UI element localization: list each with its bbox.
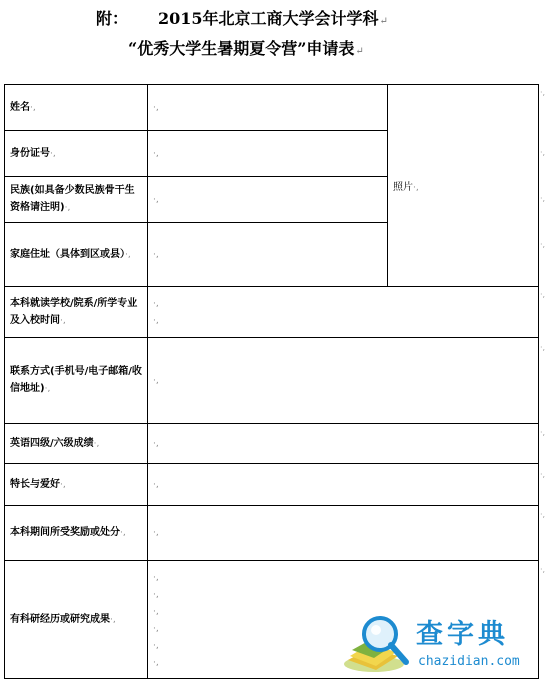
label-undergrad-school: 本科就读学校/院系/所学专业及入校时间·, [5, 287, 148, 338]
awards-field[interactable]: ·, [148, 506, 539, 561]
label-id-number: 身份证号·, [5, 131, 148, 177]
label-awards: 本科期间所受奖励或处分·, [5, 506, 148, 561]
title-line-2 [128, 36, 448, 58]
label-english-score: 英语四级/六级成绩·, [5, 424, 148, 464]
application-form-table [4, 84, 539, 679]
table-row [5, 506, 539, 561]
label-contact: 联系方式(手机号/电子邮箱/收信地址)·, [5, 338, 148, 424]
table-row [5, 338, 539, 424]
table-row [5, 287, 539, 338]
row-end-marks: ·, ·, ·, ·, ·, ·, ·, ·, ·, ·, [540, 88, 546, 574]
title-line-1 [0, 6, 547, 28]
english-score-field[interactable]: ·, [148, 424, 539, 464]
title-main [158, 6, 388, 29]
site-watermark [340, 610, 540, 678]
photo-cell[interactable]: 照片·, [388, 85, 539, 287]
watermark-chinese: 查字典 [416, 619, 509, 650]
photo-label: 照片 [393, 182, 413, 193]
label-home-address: 家庭住址（具体到区或县）·, [5, 223, 148, 287]
table-row [5, 464, 539, 506]
id-number-field[interactable]: ·, [148, 131, 388, 177]
table-row [5, 424, 539, 464]
home-address-field[interactable]: ·, [148, 223, 388, 287]
paragraph-mark: ↵ [355, 46, 364, 57]
title-text-2: “优秀大学生暑期夏令营”申请表 [128, 39, 355, 58]
hobbies-field[interactable]: ·, [148, 464, 539, 506]
label-name: 姓名·, [5, 85, 148, 131]
label-hobbies: 特长与爱好·, [5, 464, 148, 506]
research-field[interactable]: ·, ·, ·, ·, ·, ·, [148, 561, 539, 679]
ethnicity-field[interactable]: ·, [148, 177, 388, 223]
paragraph-mark: ↵ [379, 16, 388, 27]
watermark-domain: chazidian.com [418, 654, 520, 669]
table-row [5, 85, 539, 131]
title-text-1: 2015年北京工商大学会计学科 [158, 9, 379, 28]
label-ethnicity: 民族(如具备少数民族骨干生资格请注明)·, [5, 177, 148, 223]
magnifier-book-icon [340, 610, 414, 678]
contact-field[interactable]: ·, [148, 338, 539, 424]
undergrad-school-field[interactable]: ·, ·, [148, 287, 539, 338]
appendix-prefix: 附： [96, 9, 129, 28]
label-research: 有科研经历或研究成果·, [5, 561, 148, 679]
name-field[interactable]: ·, [148, 85, 388, 131]
